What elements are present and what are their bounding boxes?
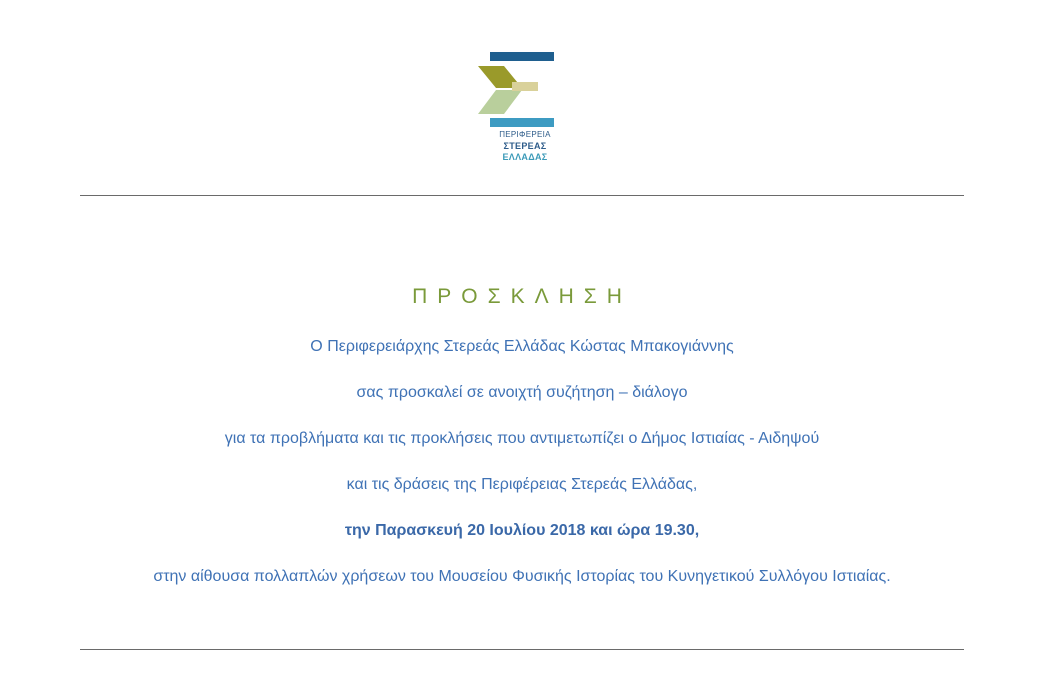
invitation-line-actions: και τις δράσεις της Περιφέρειας Στερεάς Ελλάδας, (346, 476, 698, 493)
invitation-line-datetime: την Παρασκευή 20 Ιουλίου 2018 και ώρα 19.30, (344, 522, 700, 539)
region-logo (470, 48, 580, 168)
invitation-title: ΠΡΟΣΚΛΗΣΗ (412, 285, 632, 308)
invitation-line-invite: σας προσκαλεί σε ανοιχτή συζήτηση – διάλογο (356, 384, 688, 401)
logo-text-ellada: ΕΛΛΑΔΑΣ (502, 152, 548, 162)
invitation-line-host: Ο Περιφερειάρχης Στερεάς Ελλάδας Κώστας Μπακογιάννης (310, 338, 734, 355)
logo-text-region: ΠΕΡΙΦΕΡΕΙΑ (499, 130, 551, 139)
invitation-line-topic: για τα προβλήματα και τις προκλήσεις που αντιμετωπίζει ο Δήμος Ιστιαίας - Αιδηψού (224, 430, 820, 447)
logo-text-sterea: ΣΤΕΡΕΑΣ (503, 141, 547, 151)
bottom-divider (80, 649, 964, 650)
top-divider (80, 195, 964, 196)
sigma-logo-icon (476, 52, 556, 128)
invitation-line-venue: στην αίθουσα πολλαπλών χρήσεων του Μουσείου Φυσικής Ιστορίας του Κυνηγετικού Συλλόγου Ιστιαίας. (153, 568, 891, 585)
